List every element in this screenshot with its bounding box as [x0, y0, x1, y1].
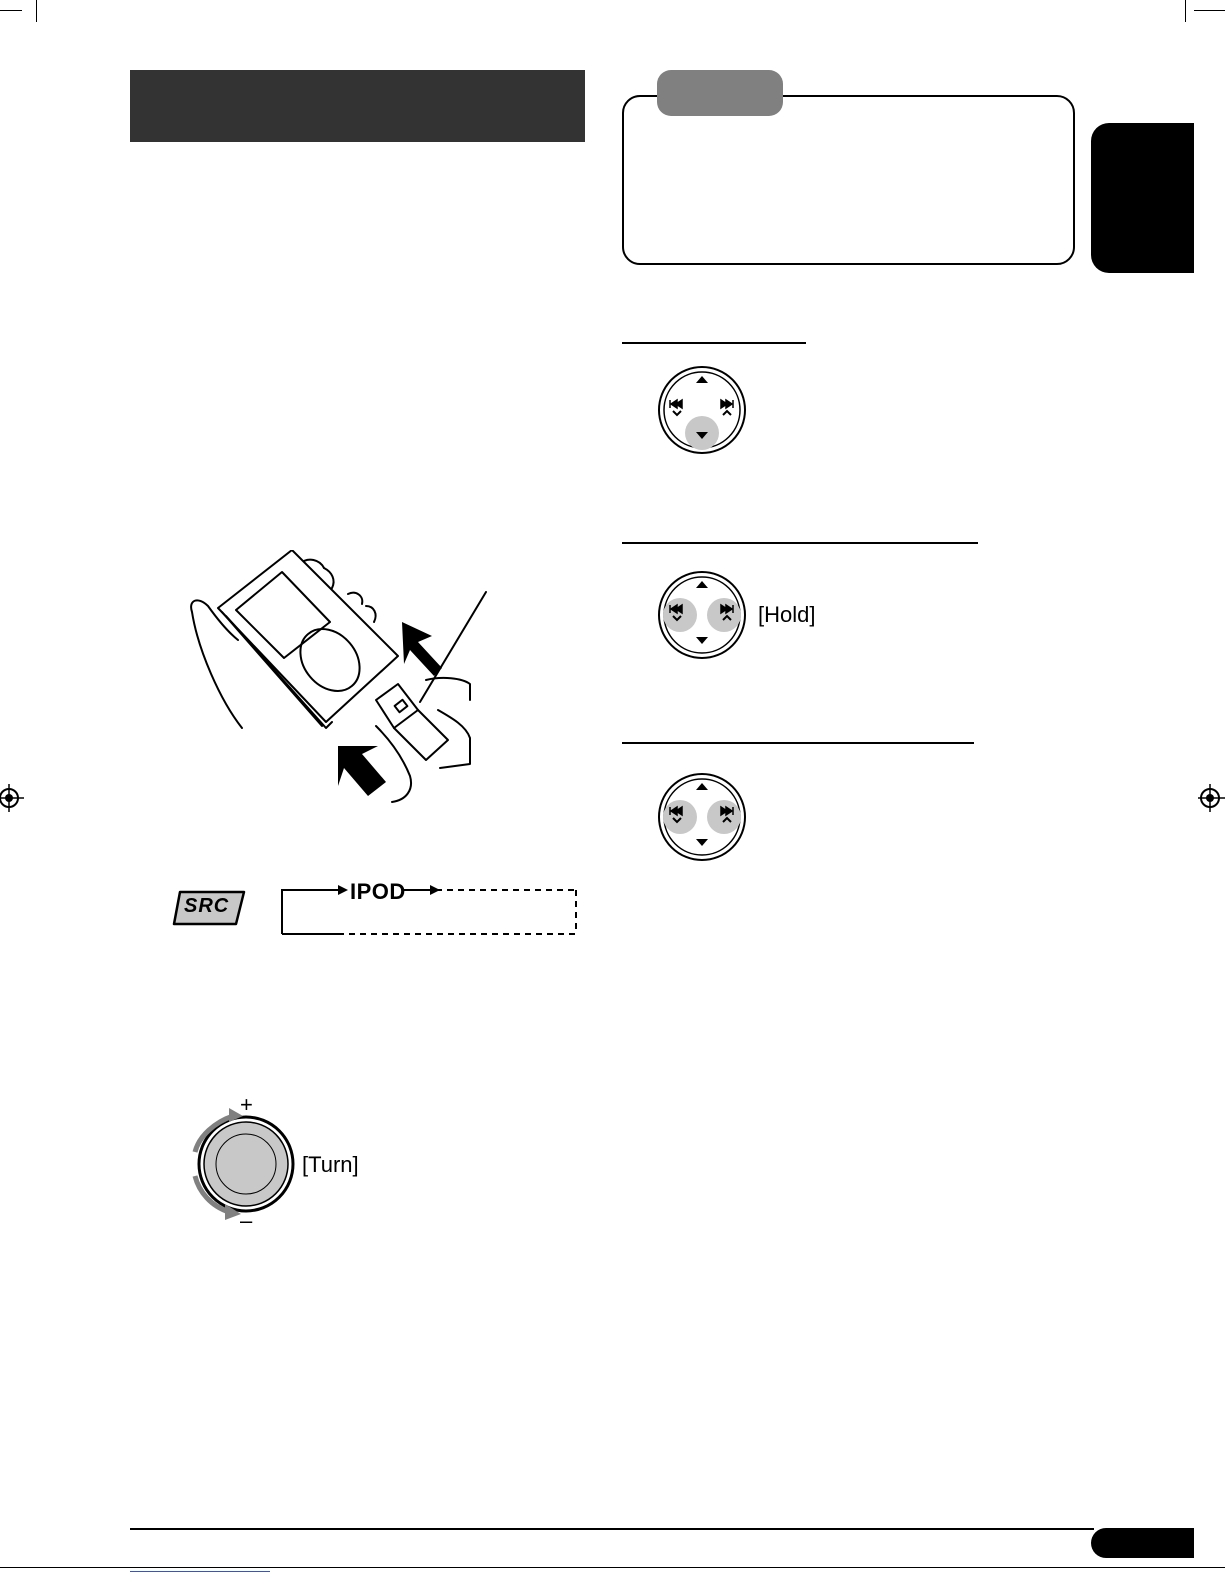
- crop-mark: [1194, 10, 1225, 11]
- footer-rule: [130, 1528, 1094, 1530]
- note-box: [622, 95, 1075, 265]
- dial-plus: +: [240, 1092, 253, 1117]
- control-pad-down-icon: [656, 365, 748, 455]
- control-pad-skip-icon: [656, 772, 748, 862]
- src-button-label: SRC: [184, 895, 230, 917]
- dial-minus: –: [240, 1208, 253, 1233]
- crop-mark: [0, 10, 22, 11]
- registration-mark-icon: [1196, 780, 1225, 816]
- ipod-connect-illustration: [180, 550, 510, 815]
- registration-mark-icon: [0, 780, 26, 816]
- hold-label: [Hold]: [758, 602, 816, 627]
- crop-mark: [1185, 0, 1186, 22]
- language-side-tab: [1091, 123, 1194, 273]
- section-rule: [622, 342, 806, 344]
- turn-label: [Turn]: [302, 1152, 359, 1177]
- section-rule: [622, 542, 978, 544]
- section-title-bar: [130, 70, 585, 142]
- note-tab: [657, 70, 783, 116]
- source-flow-diagram: [280, 878, 590, 938]
- link-underline: [130, 1571, 270, 1572]
- crop-mark: [0, 1567, 1225, 1568]
- page-number-tab: [1091, 1528, 1194, 1558]
- crop-mark: [36, 0, 37, 22]
- control-pad-skip-icon: [656, 570, 748, 660]
- section-rule: [622, 742, 974, 744]
- ipod-source-label: IPOD: [350, 879, 406, 904]
